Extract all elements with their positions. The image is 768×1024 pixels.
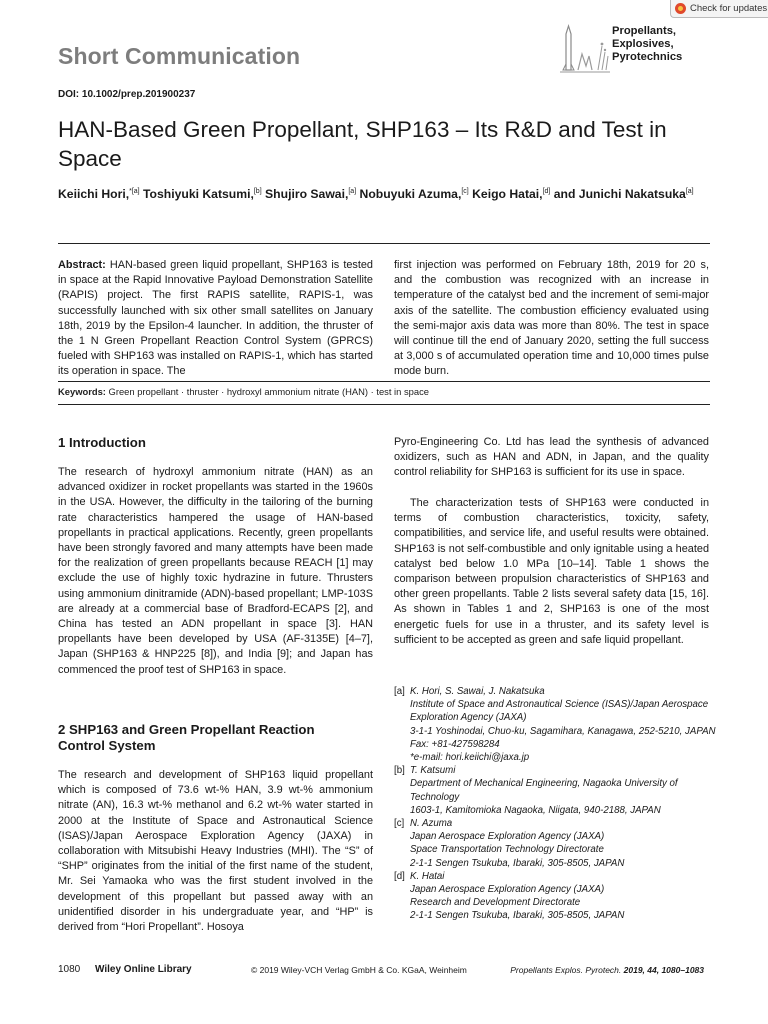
logo-line: Explosives, <box>612 37 674 50</box>
section-heading <box>58 722 315 754</box>
keywords <box>58 386 429 397</box>
divider <box>58 404 710 405</box>
affiliation-line: Japan Aerospace Exploration Agency (JAXA) <box>410 884 605 896</box>
check-for-updates-button[interactable] <box>670 0 768 18</box>
affiliation-line: 2-1-1 Sengen Tsukuba, Ibaraki, 305-8505, JAPAN <box>410 910 625 922</box>
section-type: Short Communication <box>58 43 301 69</box>
citation: 2019, 44, 1080–1083 <box>623 965 704 975</box>
author-name: Toshiyuki Katsumi, <box>143 187 254 201</box>
check-for-updates-label: Check for updates <box>690 3 768 14</box>
affiliation-line: Japan Aerospace Exploration Agency (JAXA) <box>410 831 605 843</box>
abstract-right: first injection was performed on February 18th, 2019 for 20 s, and the combustion was recognized with an increase in temperature of the catalyst bed and the increment of semi-major axis of the satellite. The combustion efficiency evaluated using the semi-major axis data was more than 80%. The test in space will continue till the end of January 2020, setting the full success at 3,000 s of accumulated operation time and 10,000 times pulse mode burn. <box>394 259 709 378</box>
affiliation-line: T. Katsumi <box>410 765 456 777</box>
author-affiliation-marker: *[a] <box>129 188 140 195</box>
author-affiliation-marker: [c] <box>461 188 469 195</box>
journal-citation <box>510 965 704 975</box>
affiliation-line: Institute of Space and Astronautical Science (ISAS)/Japan Aerospace Exploration Agency (JAXA) <box>410 699 709 724</box>
copyright: © 2019 Wiley-VCH Verlag GmbH & Co. KGaA, Weinheim <box>251 965 467 975</box>
author-name: Keigo Hatai, <box>472 187 543 201</box>
keywords-label: Keywords: <box>58 386 106 397</box>
affiliation-line: N. Azuma <box>410 818 453 830</box>
author-name: Shujiro Sawai, <box>265 187 349 201</box>
journal-name: Propellants Explos. Pyrotech. <box>510 965 622 975</box>
divider <box>58 243 710 244</box>
author-list <box>58 183 718 203</box>
affiliation-line: Research and Development Directorate <box>410 897 581 909</box>
affiliations <box>394 685 716 923</box>
logo-line: Propellants, <box>612 25 677 37</box>
article-title: HAN-Based Green Propellant, SHP163 – Its R&D and Test in Space <box>58 117 667 171</box>
abstract-text: HAN-based green liquid propellant, SHP163 is tested in space at the Rapid Innovative Payload Demonstration Satellite (RAPIS) project. The first RAPIS satellite, RAPIS-1, was successfully launched with six other small satellites on January 18th, 2019 by the Epsilon-4 launcher. In addition, the thruster of the 1 N Green Propellant Reaction Control System (GPRCS) fueled with SHP163 was installed on RAPIS-1, which has started its operation in space. The <box>58 259 373 378</box>
affiliation-tag: [d] <box>394 870 405 882</box>
author-name: Keiichi Hori, <box>58 187 130 201</box>
affiliation-line: 1603-1, Kamitomioka Nagaoka, Niigata, 940-2188, JAPAN <box>410 804 661 816</box>
logo-line: Pyrotechnics <box>612 50 683 63</box>
author-affiliation-marker: [b] <box>253 188 262 195</box>
author-affiliation-marker: [d] <box>542 188 551 195</box>
section-heading-line: 2 SHP163 and Green Propellant Reaction <box>58 722 315 737</box>
affiliation-c <box>394 817 716 870</box>
affiliation-tag: [c] <box>394 818 405 830</box>
author-affiliation-marker: [a] <box>685 188 694 195</box>
section-heading: 1 Introduction <box>58 435 146 450</box>
journal-logo <box>556 20 716 78</box>
affiliation-line: 3-1-1 Yoshinodai, Chuo-ku, Sagamihara, Kanagawa, 252-5210, JAPAN <box>410 725 716 737</box>
rocket-logo-icon <box>556 20 612 78</box>
affiliation-line: K. Hori, S. Sawai, J. Nakatsuka <box>410 686 545 697</box>
affiliation-line: Fax: +81-427598284 <box>410 738 500 750</box>
page-number: 1080 <box>58 964 81 975</box>
page-footer <box>58 964 710 978</box>
affiliation-line: 2-1-1 Sengen Tsukuba, Ibaraki, 305-8505, JAPAN <box>410 857 625 869</box>
abstract-label: Abstract: <box>58 259 106 271</box>
affiliation-line: Space Transportation Technology Directorate <box>410 844 604 856</box>
divider <box>58 381 710 382</box>
affiliation-b <box>394 764 716 817</box>
update-icon <box>675 3 686 14</box>
affiliation-a <box>394 685 716 764</box>
body-paragraph: Pyro-Engineering Co. Ltd has lead the synthesis of advanced oxidizers, such as HAN and ADN, in Japan, and the quality control reliability for SHP163 is sufficient for its use in space. <box>394 436 709 479</box>
wiley-online-library-link[interactable]: Wiley Online Library <box>95 964 192 975</box>
affiliation-tag: [b] <box>394 765 405 777</box>
affiliation-line: Department of Mechanical Engineering, Nagaoka University of Technology <box>410 778 678 803</box>
doi[interactable]: DOI: 10.1002/prep.201900237 <box>58 89 196 100</box>
keywords-text: Green propellant · thruster · hydroxyl ammonium nitrate (HAN) · test in space <box>108 386 429 397</box>
affiliation-line: K. Hatai <box>410 870 445 882</box>
section-heading-line: Control System <box>58 738 156 753</box>
author-affiliation-marker: [a] <box>348 188 357 195</box>
author-name: and Junichi Nakatsuka <box>553 187 686 201</box>
affiliation-tag: [a] <box>394 686 405 697</box>
body-paragraph: The research of hydroxyl ammonium nitrate (HAN) as an advanced oxidizer in rocket propellants was started in the 1960s in the USA. However, the difficulty in the tailoring of the burning rate characteristics hampered the usage of HAN-based propellants in practical applications. Recently, green propellants have been strongly favored and many attempts have been made for the realization of green propellants because REACH [1] may exclude the use of highly toxic hydrazine in future. Thrusters using ammonium dinitramide (ADN)-based propellant; LMP-103S are already at a commercial base of Bradford-ECAPS [2], and China has tested an ADN propellant in space [3]. HAN propellants have been developed by USA (AF-3135E) [4–7], Japan (SHP163 & HNP225 [8]), and India [9]; and Japan has commenced the proof test of SHP163 in space. <box>58 466 373 676</box>
body-paragraph: The characterization tests of SHP163 were conducted in terms of combustion characteristics, toxicity, safety, compatibilities, and service life, and useful results were obtained. SHP163 is not self-combustible and only ignitable using a heated catalyst bed below 1.0 MPa [10–14]. Table 1 shows the comparison between propulsion characteristics of SHP163 and other green propellants. Table 2 lists several safety data [15, 16]. As shown in Tables 1 and 2, SHP163 is one of the most energetic fuels for use in a thruster, and its safety level is sufficient to be accepted as green and safe liquid propellant. <box>394 497 709 646</box>
affiliation-d <box>394 870 716 923</box>
affiliation-email[interactable]: *e-mail: hori.keiichi@jaxa.jp <box>410 752 530 764</box>
abstract-left <box>58 258 373 380</box>
body-paragraph: The research and development of SHP163 liquid propellant which is composed of 73.6 wt-% HAN, 3.9 wt-% ammonium nitrate (AN), 16.3 wt-% methanol and 6.2 wt-% water started in 2000 at the Institute of Space and Astronautical Science (ISAS)/Japan Aerospace Exploration Agency (JAXA) in collaboration with Mitsubishi Heavy Industries (MHI). The “S” of “SHP” originates from the initial of the first name of the student, Mr. Sei Yamaoka who was the first student involved in the development of this propellant but passed away with an unidentified disorder in his undergraduate year, and “HP” is derived from “Hori Propellant”. Hosoya <box>58 769 373 934</box>
author-name: Nobuyuki Azuma, <box>359 187 462 201</box>
